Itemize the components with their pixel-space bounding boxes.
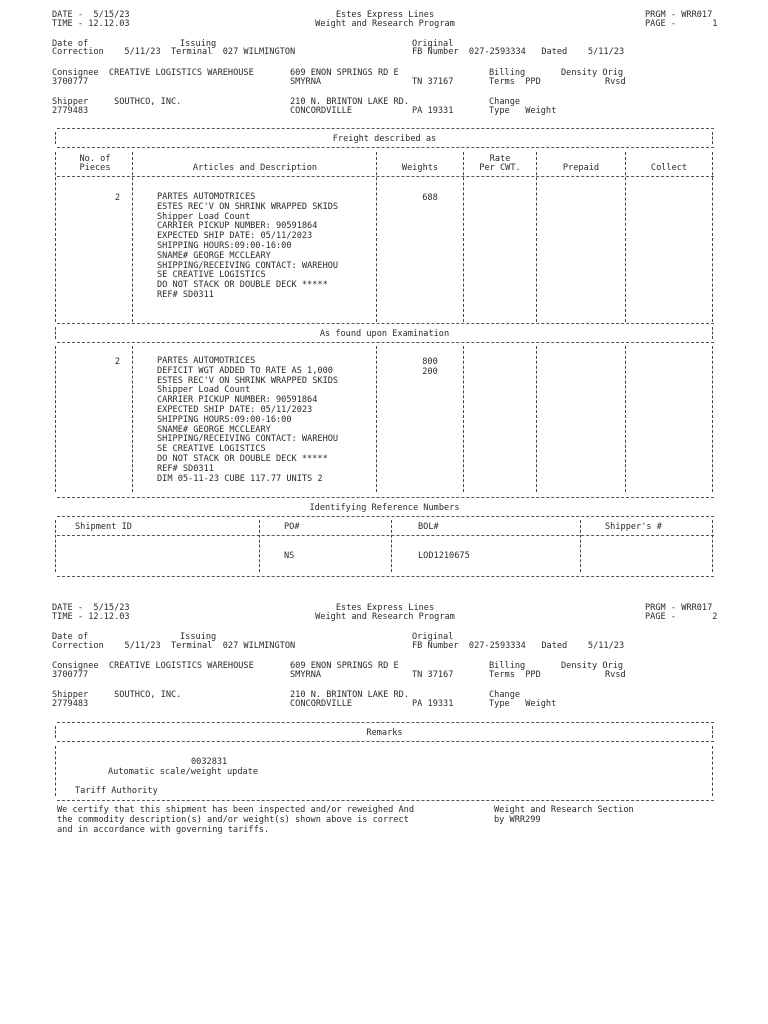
research-section: Weight and Research Section by WRR299 [494, 805, 634, 825]
divider [57, 535, 714, 536]
shipper-state: PA 19331 [412, 106, 454, 116]
correction-line-p2: Correction 5/11/23 Terminal 027 WILMINGTON [52, 641, 296, 651]
fb-number-p2: FB Number 027-2593334 Dated 5/11/23 [412, 641, 625, 651]
shipper-name-p2: Shipper SOUTHCO, INC. [52, 690, 182, 700]
issuing-label-p2: Issuing [180, 632, 217, 642]
original-label: Original [412, 39, 454, 49]
bol-value: LOD1210675 [418, 551, 470, 561]
consignee-address-p2: 609 ENON SPRINGS RD E [290, 661, 399, 671]
program-name-p2: Weight and Research Program [315, 612, 455, 622]
border [259, 520, 260, 572]
exam-weight-2: 200 [422, 367, 438, 377]
divider [57, 147, 714, 148]
shipper-address-p2: 210 N. BRINTON LAKE RD. [290, 690, 409, 700]
freight-section-title: Freight described as [332, 134, 437, 144]
col-collect: Collect [650, 163, 688, 173]
divider [57, 741, 714, 742]
exam-weight-1: 800 [422, 357, 438, 367]
consignee-state-p2: TN 37167 [412, 670, 454, 680]
border [712, 726, 713, 738]
border [55, 346, 56, 492]
border [132, 152, 133, 322]
divider [57, 800, 714, 801]
shipper-name: Shipper SOUTHCO, INC. [52, 97, 182, 107]
col-bol: BOL# [418, 522, 439, 532]
col-rate: Rate [489, 154, 511, 164]
border [376, 346, 377, 492]
col-prepaid: Prepaid [562, 163, 600, 173]
col-pieces: No. of [79, 154, 111, 164]
divider [57, 497, 714, 498]
remarks-note: Automatic scale/weight update [108, 767, 259, 777]
remarks-code: 0032831 [191, 757, 228, 767]
exam-section-title: As found upon Examination [319, 329, 450, 339]
shipper-state-p2: PA 19331 [412, 699, 454, 709]
consignee-name-p2: Consignee CREATIVE LOGISTICS WAREHOUSE [52, 661, 254, 671]
issuing-label: Issuing [180, 39, 217, 49]
consignee-address: 609 ENON SPRINGS RD E [290, 68, 399, 78]
freight-weight: 688 [422, 193, 438, 203]
density-label-p2: Density Orig [561, 661, 624, 671]
border [55, 132, 56, 144]
border [55, 726, 56, 738]
refs-section-title: Identifying Reference Numbers [309, 503, 460, 513]
divider [57, 722, 714, 723]
freight-description: PARTES AUTOMOTRICES ESTES REC'V ON SHRINK WRAPPED SKIDS Shipper Load Count CARRIER PICKUP NUMBER: 90591864 EXPECTED SHIP DATE: 05/11/2023 SHIPPING HOURS:09:00-16:00 SNAME# GEORGE MCCLEARY SHIPPING/RECEIVING CONTACT: WAREHOU SE CREATIVE LOGISTICS DO NOT STACK OR DOUBLE DECK ***** REF# SD0311 [157, 192, 339, 300]
col-po: PO# [284, 522, 300, 532]
density-label: Density Orig [561, 68, 624, 78]
change-label: Change [489, 97, 521, 107]
divider [57, 576, 714, 577]
program-code: PRGM - WRR017 [645, 10, 713, 20]
col-weights: Weights [401, 163, 439, 173]
report-time: TIME - 12.12.03 [52, 19, 130, 29]
border [712, 152, 713, 322]
original-label-p2: Original [412, 632, 454, 642]
border [536, 152, 537, 322]
consignee-city-p2: SMYRNA [290, 670, 322, 680]
border [712, 746, 713, 796]
border [712, 520, 713, 572]
company-name-p2: Estes Express Lines [335, 603, 435, 613]
divider [57, 176, 714, 177]
rvsd-label: Rvsd [605, 77, 626, 87]
divider [57, 323, 714, 324]
certification-text: We certify that this shipment has been inspected and/or reweighed And the commodity description(s) and/or weight(s) shown above is correct and in accordance with governing tariffs. [57, 805, 414, 835]
border [625, 152, 626, 322]
correction-line: Correction 5/11/23 Terminal 027 WILMINGTON [52, 47, 296, 57]
change-type-p2: Type Weight [489, 699, 557, 709]
consignee-id-p2: 3700777 [52, 670, 89, 680]
billing-label-p2: Billing [489, 661, 526, 671]
col-shippers-number: Shipper's # [605, 522, 662, 532]
exam-description: PARTES AUTOMOTRICES DEFICIT WGT ADDED TO RATE AS 1,000 ESTES REC'V ON SHRINK WRAPPED SKIDS Shipper Load Count CARRIER PICKUP NUMBER: 90591864 EXPECTED SHIP DATE: 05/11/2023 SHIPPING HOURS:09:00-16:00 SNAME# GEORGE MCCLEARY SHIPPING/RECEIVING CONTACT: WAREHOU SE CREATIVE LOGISTICS DO NOT STACK OR DOUBLE DECK ***** REF# SD0311 DIM 05-11-23 CUBE 117.77 UNITS 2 [157, 356, 339, 484]
exam-pieces: 2 [114, 357, 120, 367]
shipper-city-p2: CONCORDVILLE [290, 699, 353, 709]
border [712, 132, 713, 144]
page-number-p2: PAGE - 2 [645, 612, 718, 622]
program-name: Weight and Research Program [315, 19, 455, 29]
border [625, 346, 626, 492]
col-shipment-id: Shipment ID [75, 522, 132, 532]
billing-label: Billing [489, 68, 526, 78]
po-value: NS [284, 551, 295, 561]
border [712, 327, 713, 339]
shipper-id: 2779483 [52, 106, 89, 116]
border [132, 346, 133, 492]
border [55, 746, 56, 796]
border [712, 346, 713, 492]
border [55, 520, 56, 572]
consignee-city: SMYRNA [290, 77, 322, 87]
rvsd-label-p2: Rvsd [605, 670, 626, 680]
col-pieces-2: Pieces [79, 163, 111, 173]
border [580, 520, 581, 572]
consignee-name: Consignee CREATIVE LOGISTICS WAREHOUSE [52, 68, 254, 78]
fb-number: FB Number 027-2593334 Dated 5/11/23 [412, 47, 625, 57]
col-articles: Articles and Description [192, 163, 318, 173]
border [463, 152, 464, 322]
change-type: Type Weight [489, 106, 557, 116]
page-number: PAGE - 1 [645, 19, 718, 29]
consignee-id: 3700777 [52, 77, 89, 87]
divider [57, 128, 714, 129]
report-date: DATE - 5/15/23 [52, 10, 130, 20]
col-rate-2: Per CWT. [479, 163, 521, 173]
program-code-p2: PRGM - WRR017 [645, 603, 713, 613]
border [55, 327, 56, 339]
divider [57, 516, 714, 517]
shipper-address: 210 N. BRINTON LAKE RD. [290, 97, 409, 107]
report-time-p2: TIME - 12.12.03 [52, 612, 130, 622]
border [536, 346, 537, 492]
report-date-p2: DATE - 5/15/23 [52, 603, 130, 613]
terms: Terms PPD [489, 77, 541, 87]
freight-pieces: 2 [114, 193, 120, 203]
date-of-label-p2: Date of [52, 632, 89, 642]
company-name: Estes Express Lines [335, 10, 435, 20]
change-label-p2: Change [489, 690, 521, 700]
terms-p2: Terms PPD [489, 670, 541, 680]
consignee-state: TN 37167 [412, 77, 454, 87]
tariff-authority: Tariff Authority [75, 786, 158, 796]
remarks-section-title: Remarks [366, 728, 403, 738]
border [376, 152, 377, 322]
border [391, 520, 392, 572]
border [55, 152, 56, 322]
date-of-label: Date of [52, 39, 89, 49]
shipper-id-p2: 2779483 [52, 699, 89, 709]
shipper-city: CONCORDVILLE [290, 106, 353, 116]
divider [57, 342, 714, 343]
